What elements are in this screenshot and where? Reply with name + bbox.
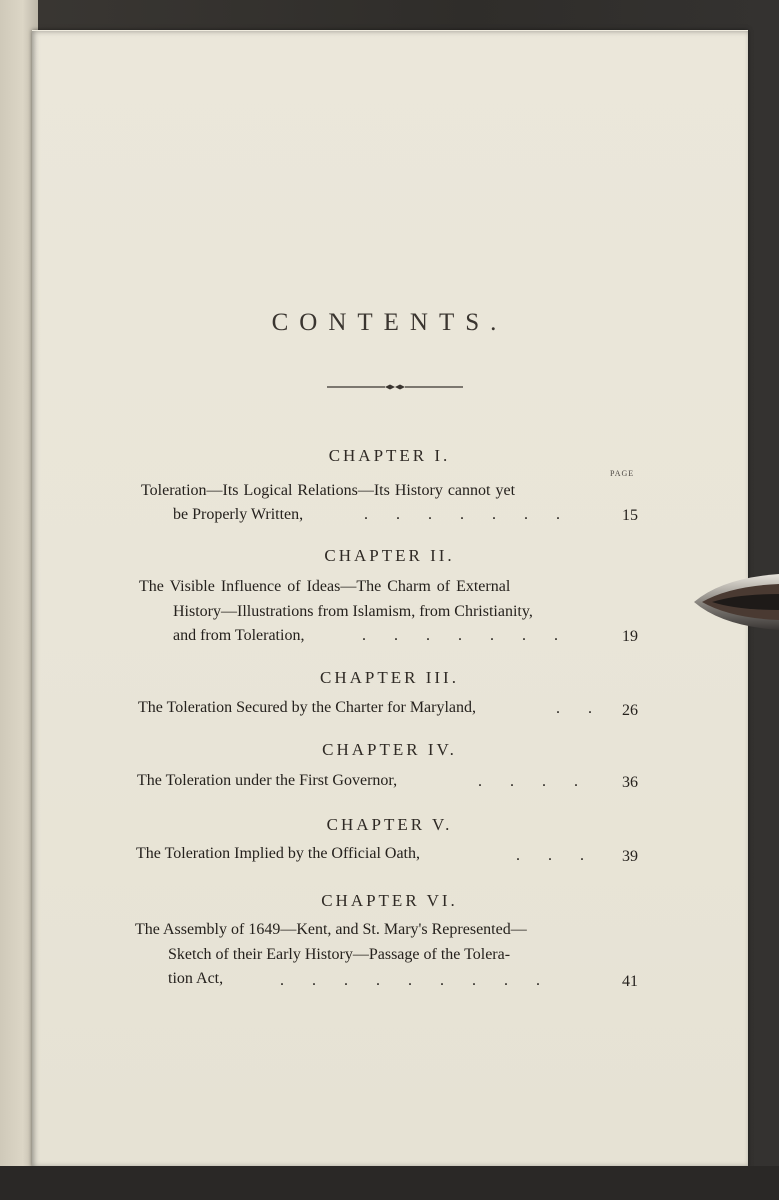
chapter-heading: CHAPTER IV. [322, 740, 457, 759]
page-number: 19 [622, 628, 638, 645]
ornament-divider-icon [327, 384, 463, 390]
entry-line: The Assembly of 1649—Kent, and St. Mary's Represented— [135, 921, 527, 938]
dot-leaders: . . . [516, 847, 584, 864]
entry-line: tion Act, [168, 970, 224, 987]
entry-line: The Toleration under the First Governor, [137, 772, 398, 789]
entry-line: The Visible Influence of Ideas—The Charm of External [139, 578, 511, 595]
bookmark-clip-icon [692, 572, 779, 632]
bottom-edge [0, 1166, 779, 1200]
entry-line: History—Illustrations from Islamism, from Christianity, [173, 603, 533, 620]
page-number: 36 [622, 774, 638, 791]
book-page [32, 30, 748, 1167]
entry-line: Toleration—Its Logical Relations—Its History cannot yet [141, 482, 516, 499]
dot-leaders: . . . . . . . [364, 506, 560, 523]
chapter-heading: CHAPTER III. [320, 668, 459, 687]
entry-line: and from Toleration, [173, 627, 305, 644]
dot-leaders: . . . . [478, 773, 578, 790]
chapter-heading: CHAPTER V. [326, 815, 453, 834]
chapter-heading: CHAPTER I. [328, 446, 451, 465]
dot-leaders: . . . . . . . . . [280, 972, 540, 989]
page-number: 26 [622, 702, 638, 719]
page-column-label: PAGE [610, 469, 635, 478]
entry-line: Sketch of their Early History—Passage of the Tolera- [168, 946, 511, 963]
dot-leaders: . . . . . . . [362, 627, 558, 644]
page-number: 39 [622, 848, 638, 865]
entry-line: be Properly Written, [173, 506, 304, 523]
entry-line: The Toleration Implied by the Official Oath, [136, 845, 420, 862]
page-number: 15 [622, 507, 638, 524]
chapter-heading: CHAPTER VI. [321, 891, 458, 910]
page-number: 41 [622, 973, 638, 990]
dot-leaders: . . [556, 700, 592, 717]
contents-title: CONTENTS. [271, 309, 508, 336]
chapter-heading: CHAPTER II. [324, 546, 455, 565]
entry-line: The Toleration Secured by the Charter for Maryland, [138, 699, 477, 716]
